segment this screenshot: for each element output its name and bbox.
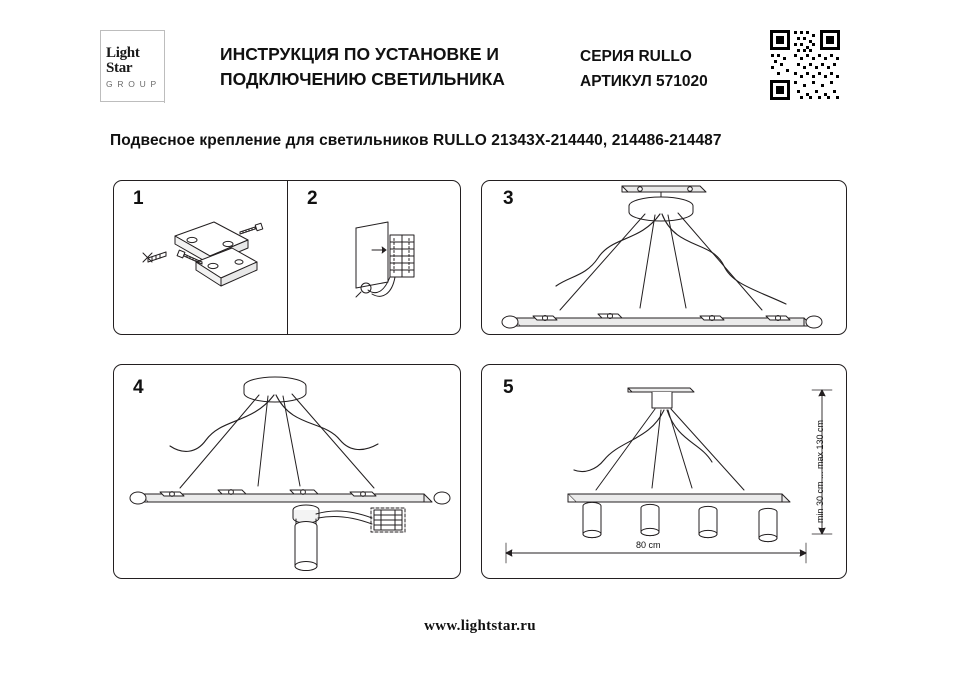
step-panel-4 [113, 364, 461, 579]
logo-subtitle: G R O U P [106, 78, 158, 89]
product-subtitle: Подвесное крепление для светильников RULLO 21343Х-214440, 214486-214487 [110, 132, 722, 149]
step-number-4: 4 [133, 377, 144, 398]
brand-logo [100, 30, 174, 102]
step-number-2: 2 [307, 188, 318, 209]
step-number-1: 1 [133, 188, 144, 209]
step-number-3: 3 [503, 188, 514, 209]
logo-line-1: Light [106, 44, 140, 61]
title-line-2: ПОДКЛЮЧЕНИЮ СВЕТИЛЬНИКА [220, 69, 505, 89]
qr-code-icon [768, 28, 842, 102]
series-line: СЕРИЯ RULLO [580, 48, 692, 65]
panel-divider [287, 181, 288, 334]
step-panel-5 [481, 364, 847, 579]
article-line: АРТИКУЛ 571020 [580, 73, 708, 90]
dimension-height-label: min 30 cm ... max 130 cm [815, 419, 825, 523]
title-line-1: ИНСТРУКЦИЯ ПО УСТАНОВКЕ И [220, 44, 499, 64]
step-panel-3 [481, 180, 847, 335]
footer-website[interactable]: www.lightstar.ru [424, 618, 536, 634]
logo-line-2: Star [106, 59, 133, 76]
document-header [100, 28, 870, 106]
step-number-5: 5 [503, 377, 514, 398]
page-title [220, 42, 570, 92]
dimension-width-label: 80 cm [636, 540, 661, 550]
